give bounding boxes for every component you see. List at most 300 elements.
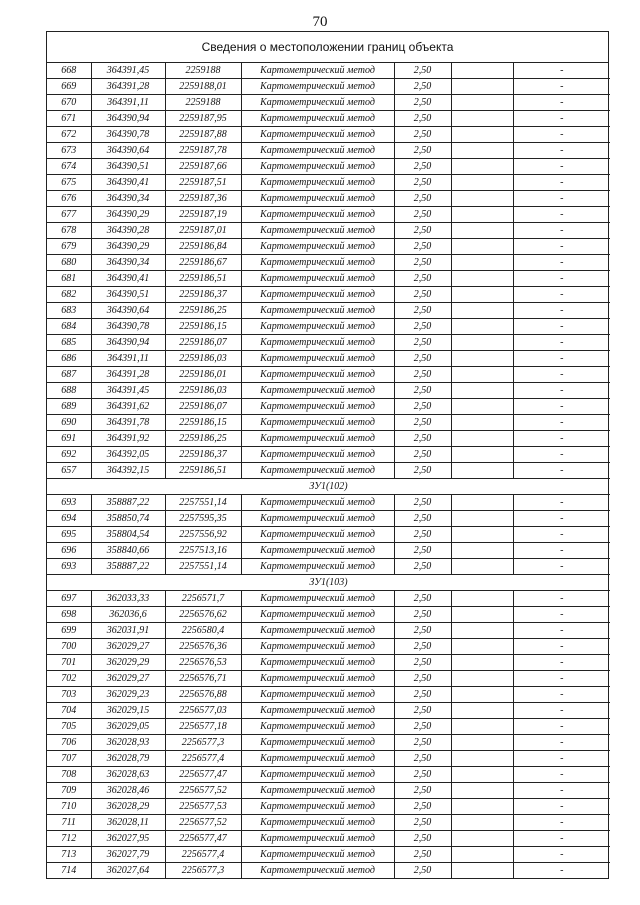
x-coordinate: 362029,27 bbox=[91, 639, 165, 655]
point-number: 696 bbox=[47, 543, 91, 559]
method: Картометрический метод bbox=[241, 495, 394, 511]
x-coordinate: 362029,15 bbox=[91, 703, 165, 719]
blank-cell bbox=[451, 703, 513, 719]
x-coordinate: 362028,93 bbox=[91, 735, 165, 751]
precision: 2,50 bbox=[394, 415, 451, 431]
x-coordinate: 362029,29 bbox=[91, 655, 165, 671]
table-row bbox=[47, 655, 610, 671]
table-row bbox=[47, 255, 610, 271]
description: - bbox=[513, 175, 610, 191]
blank-cell bbox=[451, 863, 513, 879]
method: Картометрический метод bbox=[241, 175, 394, 191]
x-coordinate: 358804,54 bbox=[91, 527, 165, 543]
blank-cell bbox=[451, 623, 513, 639]
method: Картометрический метод bbox=[241, 367, 394, 383]
table-row bbox=[47, 719, 610, 735]
description: - bbox=[513, 623, 610, 639]
blank-cell bbox=[451, 751, 513, 767]
y-coordinate: 2259187,36 bbox=[165, 191, 241, 207]
blank-cell bbox=[451, 831, 513, 847]
point-number: 714 bbox=[47, 863, 91, 879]
method: Картометрический метод bbox=[241, 191, 394, 207]
point-number: 680 bbox=[47, 255, 91, 271]
description: - bbox=[513, 671, 610, 687]
y-coordinate: 2259186,51 bbox=[165, 463, 241, 479]
blank-cell bbox=[451, 415, 513, 431]
blank-cell bbox=[451, 543, 513, 559]
table-row bbox=[47, 95, 610, 111]
table-row bbox=[47, 143, 610, 159]
point-number: 692 bbox=[47, 447, 91, 463]
point-number: 668 bbox=[47, 63, 91, 79]
precision: 2,50 bbox=[394, 79, 451, 95]
y-coordinate: 2259186,37 bbox=[165, 287, 241, 303]
description: - bbox=[513, 111, 610, 127]
description: - bbox=[513, 511, 610, 527]
table-row bbox=[47, 159, 610, 175]
x-coordinate: 364392,05 bbox=[91, 447, 165, 463]
table-row bbox=[47, 847, 610, 863]
precision: 2,50 bbox=[394, 255, 451, 271]
method: Картометрический метод bbox=[241, 399, 394, 415]
table-row bbox=[47, 319, 610, 335]
table-row bbox=[47, 671, 610, 687]
x-coordinate: 362028,63 bbox=[91, 767, 165, 783]
point-number: 697 bbox=[47, 591, 91, 607]
x-coordinate: 362028,79 bbox=[91, 751, 165, 767]
table-row bbox=[47, 735, 610, 751]
precision: 2,50 bbox=[394, 783, 451, 799]
table-row bbox=[47, 383, 610, 399]
method: Картометрический метод bbox=[241, 143, 394, 159]
y-coordinate: 2259187,66 bbox=[165, 159, 241, 175]
description: - bbox=[513, 415, 610, 431]
y-coordinate: 2259187,95 bbox=[165, 111, 241, 127]
blank-cell bbox=[451, 719, 513, 735]
table-row bbox=[47, 639, 610, 655]
x-coordinate: 364391,78 bbox=[91, 415, 165, 431]
precision: 2,50 bbox=[394, 303, 451, 319]
blank-cell bbox=[451, 223, 513, 239]
x-coordinate: 364391,11 bbox=[91, 95, 165, 111]
boundary-table-frame bbox=[46, 31, 609, 879]
x-coordinate: 364390,34 bbox=[91, 191, 165, 207]
description: - bbox=[513, 95, 610, 111]
page-number: 70 bbox=[312, 14, 328, 30]
table-row bbox=[47, 207, 610, 223]
y-coordinate: 2256577,53 bbox=[165, 799, 241, 815]
x-coordinate: 364390,41 bbox=[91, 175, 165, 191]
blank-cell bbox=[451, 399, 513, 415]
y-coordinate: 2259186,51 bbox=[165, 271, 241, 287]
blank-cell bbox=[451, 687, 513, 703]
method: Картометрический метод bbox=[241, 671, 394, 687]
point-number: 702 bbox=[47, 671, 91, 687]
table-row bbox=[47, 751, 610, 767]
point-number: 685 bbox=[47, 335, 91, 351]
method: Картометрический метод bbox=[241, 223, 394, 239]
table-row bbox=[47, 559, 610, 575]
method: Картометрический метод bbox=[241, 607, 394, 623]
point-number: 691 bbox=[47, 431, 91, 447]
precision: 2,50 bbox=[394, 655, 451, 671]
precision: 2,50 bbox=[394, 511, 451, 527]
blank-cell bbox=[451, 239, 513, 255]
blank-cell bbox=[451, 319, 513, 335]
blank-cell bbox=[451, 495, 513, 511]
description: - bbox=[513, 207, 610, 223]
method: Картометрический метод bbox=[241, 527, 394, 543]
point-number: 657 bbox=[47, 463, 91, 479]
table-row bbox=[47, 815, 610, 831]
description: - bbox=[513, 191, 610, 207]
point-number: 705 bbox=[47, 719, 91, 735]
x-coordinate: 362036,6 bbox=[91, 607, 165, 623]
method: Картометрический метод bbox=[241, 511, 394, 527]
table-row bbox=[47, 767, 610, 783]
table-row bbox=[47, 831, 610, 847]
x-coordinate: 362028,46 bbox=[91, 783, 165, 799]
description: - bbox=[513, 447, 610, 463]
description: - bbox=[513, 543, 610, 559]
y-coordinate: 2256571,7 bbox=[165, 591, 241, 607]
method: Картометрический метод bbox=[241, 847, 394, 863]
description: - bbox=[513, 271, 610, 287]
description: - bbox=[513, 431, 610, 447]
blank-cell bbox=[451, 143, 513, 159]
method: Картометрический метод bbox=[241, 799, 394, 815]
description: - bbox=[513, 735, 610, 751]
y-coordinate: 2259186,15 bbox=[165, 415, 241, 431]
blank-cell bbox=[451, 367, 513, 383]
description: - bbox=[513, 351, 610, 367]
x-coordinate: 358887,22 bbox=[91, 559, 165, 575]
point-number: 676 bbox=[47, 191, 91, 207]
precision: 2,50 bbox=[394, 863, 451, 879]
table-row bbox=[47, 591, 610, 607]
y-coordinate: 2259186,07 bbox=[165, 399, 241, 415]
precision: 2,50 bbox=[394, 527, 451, 543]
x-coordinate: 364390,64 bbox=[91, 143, 165, 159]
x-coordinate: 364390,51 bbox=[91, 287, 165, 303]
x-coordinate: 364390,78 bbox=[91, 319, 165, 335]
table-row bbox=[47, 703, 610, 719]
method: Картометрический метод bbox=[241, 271, 394, 287]
blank-cell bbox=[451, 655, 513, 671]
y-coordinate: 2259186,07 bbox=[165, 335, 241, 351]
y-coordinate: 2257595,35 bbox=[165, 511, 241, 527]
description: - bbox=[513, 303, 610, 319]
precision: 2,50 bbox=[394, 223, 451, 239]
y-coordinate: 2257556,92 bbox=[165, 527, 241, 543]
point-number: 698 bbox=[47, 607, 91, 623]
y-coordinate: 2256577,3 bbox=[165, 863, 241, 879]
table-row bbox=[47, 335, 610, 351]
x-coordinate: 362027,64 bbox=[91, 863, 165, 879]
blank-cell bbox=[451, 175, 513, 191]
precision: 2,50 bbox=[394, 175, 451, 191]
description: - bbox=[513, 863, 610, 879]
blank-cell bbox=[451, 287, 513, 303]
point-number: 675 bbox=[47, 175, 91, 191]
description: - bbox=[513, 607, 610, 623]
method: Картометрический метод bbox=[241, 863, 394, 879]
method: Картометрический метод bbox=[241, 559, 394, 575]
x-coordinate: 362029,23 bbox=[91, 687, 165, 703]
description: - bbox=[513, 463, 610, 479]
y-coordinate: 2256577,03 bbox=[165, 703, 241, 719]
method: Картометрический метод bbox=[241, 79, 394, 95]
description: - bbox=[513, 319, 610, 335]
description: - bbox=[513, 383, 610, 399]
table-row bbox=[47, 783, 610, 799]
blank-cell bbox=[451, 159, 513, 175]
point-number: 681 bbox=[47, 271, 91, 287]
precision: 2,50 bbox=[394, 319, 451, 335]
point-number: 686 bbox=[47, 351, 91, 367]
description: - bbox=[513, 287, 610, 303]
table-row bbox=[47, 431, 610, 447]
point-number: 713 bbox=[47, 847, 91, 863]
y-coordinate: 2257551,14 bbox=[165, 559, 241, 575]
method: Картометрический метод bbox=[241, 719, 394, 735]
point-number: 710 bbox=[47, 799, 91, 815]
blank-cell bbox=[451, 431, 513, 447]
blank-cell bbox=[451, 95, 513, 111]
x-coordinate: 362028,11 bbox=[91, 815, 165, 831]
description: - bbox=[513, 703, 610, 719]
blank-cell bbox=[451, 639, 513, 655]
y-coordinate: 2256577,52 bbox=[165, 815, 241, 831]
point-number: 694 bbox=[47, 511, 91, 527]
blank-cell bbox=[451, 335, 513, 351]
precision: 2,50 bbox=[394, 447, 451, 463]
method: Картометрический метод bbox=[241, 431, 394, 447]
coordinates-table bbox=[47, 63, 610, 878]
y-coordinate: 2256576,62 bbox=[165, 607, 241, 623]
point-number: 689 bbox=[47, 399, 91, 415]
y-coordinate: 2256576,36 bbox=[165, 639, 241, 655]
y-coordinate: 2256577,52 bbox=[165, 783, 241, 799]
y-coordinate: 2259186,15 bbox=[165, 319, 241, 335]
description: - bbox=[513, 655, 610, 671]
table-row bbox=[47, 415, 610, 431]
point-number: 683 bbox=[47, 303, 91, 319]
y-coordinate: 2259186,84 bbox=[165, 239, 241, 255]
x-coordinate: 362028,29 bbox=[91, 799, 165, 815]
table-row bbox=[47, 623, 610, 639]
x-coordinate: 364390,34 bbox=[91, 255, 165, 271]
x-coordinate: 358850,74 bbox=[91, 511, 165, 527]
x-coordinate: 364390,29 bbox=[91, 207, 165, 223]
point-number: 670 bbox=[47, 95, 91, 111]
precision: 2,50 bbox=[394, 543, 451, 559]
y-coordinate: 2259188 bbox=[165, 95, 241, 111]
precision: 2,50 bbox=[394, 815, 451, 831]
table-row bbox=[47, 271, 610, 287]
y-coordinate: 2256576,53 bbox=[165, 655, 241, 671]
description: - bbox=[513, 159, 610, 175]
point-number: 669 bbox=[47, 79, 91, 95]
table-row bbox=[47, 799, 610, 815]
y-coordinate: 2259188,01 bbox=[165, 79, 241, 95]
method: Картометрический метод bbox=[241, 63, 394, 79]
table-row bbox=[47, 863, 610, 879]
point-number: 687 bbox=[47, 367, 91, 383]
point-number: 672 bbox=[47, 127, 91, 143]
point-number: 704 bbox=[47, 703, 91, 719]
method: Картометрический метод bbox=[241, 303, 394, 319]
method: Картометрический метод bbox=[241, 447, 394, 463]
blank-cell bbox=[451, 127, 513, 143]
y-coordinate: 2259186,03 bbox=[165, 383, 241, 399]
point-number: 693 bbox=[47, 559, 91, 575]
y-coordinate: 2256576,71 bbox=[165, 671, 241, 687]
description: - bbox=[513, 783, 610, 799]
blank-cell bbox=[451, 783, 513, 799]
point-number: 709 bbox=[47, 783, 91, 799]
y-coordinate: 2259187,01 bbox=[165, 223, 241, 239]
point-number: 690 bbox=[47, 415, 91, 431]
precision: 2,50 bbox=[394, 463, 451, 479]
blank-cell bbox=[451, 511, 513, 527]
blank-cell bbox=[451, 383, 513, 399]
y-coordinate: 2256577,47 bbox=[165, 831, 241, 847]
point-number: 679 bbox=[47, 239, 91, 255]
table-row bbox=[47, 191, 610, 207]
method: Картометрический метод bbox=[241, 255, 394, 271]
precision: 2,50 bbox=[394, 559, 451, 575]
description: - bbox=[513, 127, 610, 143]
x-coordinate: 364392,15 bbox=[91, 463, 165, 479]
method: Картометрический метод bbox=[241, 415, 394, 431]
point-number: 700 bbox=[47, 639, 91, 655]
x-coordinate: 364391,45 bbox=[91, 383, 165, 399]
y-coordinate: 2259186,25 bbox=[165, 303, 241, 319]
description: - bbox=[513, 719, 610, 735]
method: Картометрический метод bbox=[241, 639, 394, 655]
point-number: 707 bbox=[47, 751, 91, 767]
table-row bbox=[47, 399, 610, 415]
method: Картометрический метод bbox=[241, 623, 394, 639]
precision: 2,50 bbox=[394, 431, 451, 447]
x-coordinate: 362031,91 bbox=[91, 623, 165, 639]
precision: 2,50 bbox=[394, 63, 451, 79]
description: - bbox=[513, 751, 610, 767]
x-coordinate: 364391,11 bbox=[91, 351, 165, 367]
x-coordinate: 364390,94 bbox=[91, 335, 165, 351]
point-number: 699 bbox=[47, 623, 91, 639]
precision: 2,50 bbox=[394, 191, 451, 207]
table-row bbox=[47, 527, 610, 543]
description: - bbox=[513, 335, 610, 351]
precision: 2,50 bbox=[394, 383, 451, 399]
section-header-row bbox=[47, 479, 610, 495]
point-number: 703 bbox=[47, 687, 91, 703]
method: Картометрический метод bbox=[241, 703, 394, 719]
table-row bbox=[47, 351, 610, 367]
point-number: 688 bbox=[47, 383, 91, 399]
x-coordinate: 358887,22 bbox=[91, 495, 165, 511]
precision: 2,50 bbox=[394, 751, 451, 767]
table-row bbox=[47, 223, 610, 239]
table-title: Сведения о местоположении границ объекта bbox=[47, 32, 608, 63]
precision: 2,50 bbox=[394, 367, 451, 383]
table-row bbox=[47, 303, 610, 319]
precision: 2,50 bbox=[394, 143, 451, 159]
point-number: 711 bbox=[47, 815, 91, 831]
precision: 2,50 bbox=[394, 287, 451, 303]
precision: 2,50 bbox=[394, 719, 451, 735]
description: - bbox=[513, 367, 610, 383]
method: Картометрический метод bbox=[241, 687, 394, 703]
y-coordinate: 2259187,88 bbox=[165, 127, 241, 143]
description: - bbox=[513, 255, 610, 271]
precision: 2,50 bbox=[394, 351, 451, 367]
table-row bbox=[47, 447, 610, 463]
method: Картометрический метод bbox=[241, 831, 394, 847]
method: Картометрический метод bbox=[241, 319, 394, 335]
precision: 2,50 bbox=[394, 671, 451, 687]
x-coordinate: 362029,27 bbox=[91, 671, 165, 687]
description: - bbox=[513, 239, 610, 255]
y-coordinate: 2259188 bbox=[165, 63, 241, 79]
section-header-row bbox=[47, 575, 610, 591]
method: Картометрический метод bbox=[241, 159, 394, 175]
precision: 2,50 bbox=[394, 831, 451, 847]
x-coordinate: 364390,28 bbox=[91, 223, 165, 239]
description: - bbox=[513, 223, 610, 239]
point-number: 712 bbox=[47, 831, 91, 847]
method: Картометрический метод bbox=[241, 591, 394, 607]
precision: 2,50 bbox=[394, 239, 451, 255]
coordinates-table-body bbox=[47, 63, 610, 878]
method: Картометрический метод bbox=[241, 767, 394, 783]
table-row bbox=[47, 111, 610, 127]
x-coordinate: 364391,28 bbox=[91, 367, 165, 383]
precision: 2,50 bbox=[394, 767, 451, 783]
point-number: 684 bbox=[47, 319, 91, 335]
x-coordinate: 364390,41 bbox=[91, 271, 165, 287]
method: Картометрический метод bbox=[241, 655, 394, 671]
table-row bbox=[47, 63, 610, 79]
y-coordinate: 2256577,4 bbox=[165, 847, 241, 863]
description: - bbox=[513, 799, 610, 815]
method: Картометрический метод bbox=[241, 239, 394, 255]
method: Картометрический метод bbox=[241, 815, 394, 831]
method: Картометрический метод bbox=[241, 335, 394, 351]
table-row bbox=[47, 175, 610, 191]
x-coordinate: 362033,33 bbox=[91, 591, 165, 607]
x-coordinate: 358840,66 bbox=[91, 543, 165, 559]
y-coordinate: 2259187,19 bbox=[165, 207, 241, 223]
description: - bbox=[513, 815, 610, 831]
description: - bbox=[513, 847, 610, 863]
precision: 2,50 bbox=[394, 623, 451, 639]
blank-cell bbox=[451, 847, 513, 863]
method: Картометрический метод bbox=[241, 735, 394, 751]
y-coordinate: 2259186,01 bbox=[165, 367, 241, 383]
description: - bbox=[513, 63, 610, 79]
precision: 2,50 bbox=[394, 799, 451, 815]
table-row bbox=[47, 511, 610, 527]
y-coordinate: 2256576,88 bbox=[165, 687, 241, 703]
x-coordinate: 364390,29 bbox=[91, 239, 165, 255]
precision: 2,50 bbox=[394, 687, 451, 703]
y-coordinate: 2259186,25 bbox=[165, 431, 241, 447]
point-number: 701 bbox=[47, 655, 91, 671]
blank-cell bbox=[451, 63, 513, 79]
